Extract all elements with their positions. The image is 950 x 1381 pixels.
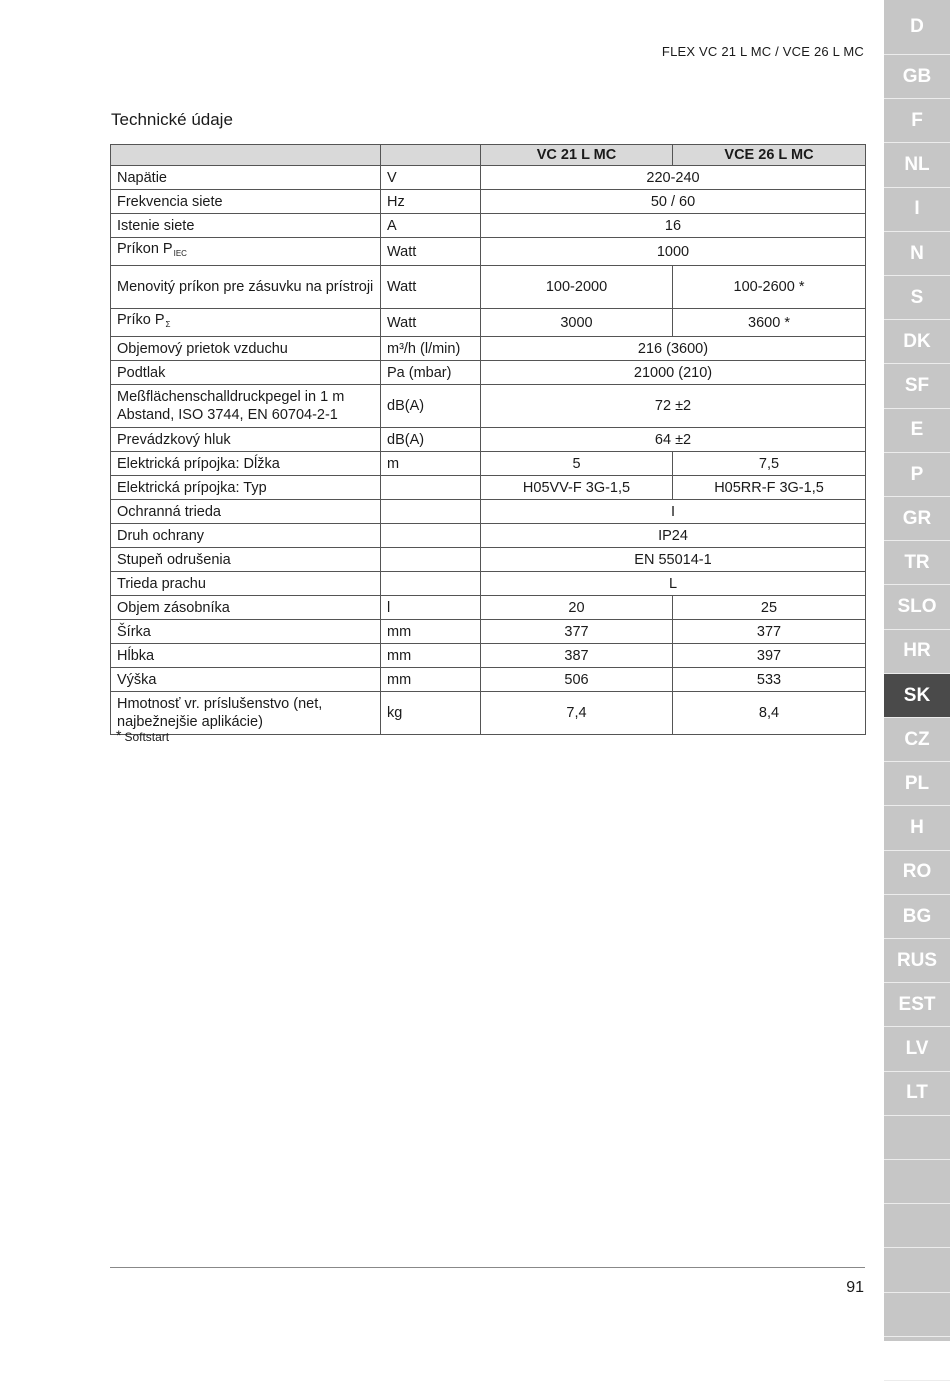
row-label [111, 214, 381, 238]
row-label [111, 309, 381, 337]
row-label [111, 476, 381, 500]
lang-tab-pl[interactable]: PL [884, 762, 950, 806]
table-row [111, 385, 866, 428]
row-label-text: Stupeň odrušenia [117, 551, 231, 568]
row-unit [381, 548, 481, 572]
lang-tab-h[interactable]: H [884, 807, 950, 851]
row-label [111, 524, 381, 548]
table-row [111, 620, 866, 644]
row-value-shared: 1000 [481, 238, 866, 266]
lang-tab-gb[interactable]: GB [884, 55, 950, 99]
row-value-shared: 216 (3600) [481, 337, 866, 361]
table-row [111, 548, 866, 572]
row-value-vce26: 3600 * [673, 309, 866, 337]
lang-tab-rus[interactable]: RUS [884, 939, 950, 983]
column-header-label [111, 145, 381, 166]
row-label [111, 500, 381, 524]
row-value-shared: 21000 (210) [481, 361, 866, 385]
language-tabs [884, 0, 950, 1341]
row-value-vce26: 25 [673, 596, 866, 620]
lang-tab-empty [884, 1160, 950, 1204]
row-label-text: Menovitý príkon pre zásuvku na prístroji [117, 279, 374, 295]
table-row [111, 596, 866, 620]
row-value-vc21: 506 [481, 668, 673, 692]
row-label-text: Istenie siete [117, 217, 195, 234]
table-row [111, 572, 866, 596]
table-row [111, 668, 866, 692]
row-label [111, 596, 381, 620]
row-unit: Watt [381, 309, 481, 337]
row-label [111, 166, 381, 190]
row-value-vc21: 387 [481, 644, 673, 668]
page-number: 91 [846, 1279, 864, 1296]
table-row [111, 500, 866, 524]
row-value-shared: 50 / 60 [481, 190, 866, 214]
row-label-text: Trieda prachu [117, 575, 206, 592]
table-row [111, 644, 866, 668]
lang-tab-i[interactable]: I [884, 188, 950, 232]
row-value-shared: IP24 [481, 524, 866, 548]
row-label [111, 361, 381, 385]
lang-tab-f[interactable]: F [884, 99, 950, 143]
row-unit: mm [381, 620, 481, 644]
row-label-text: Šírka [117, 623, 151, 640]
row-label [111, 190, 381, 214]
footnote [116, 727, 169, 744]
row-unit: Watt [381, 238, 481, 266]
table-row [111, 428, 866, 452]
row-label-text: Hmotnosť vr. príslušenstvo (net, najbežnejšie aplikácie) [117, 696, 323, 730]
footnote-star: * [116, 727, 122, 743]
column-header-vc21: VC 21 L MC [481, 145, 673, 166]
row-unit: kg [381, 692, 481, 735]
row-value-vc21: 5 [481, 452, 673, 476]
row-label-text: Podtlak [117, 364, 166, 381]
row-label [111, 572, 381, 596]
row-value-vc21: H05VV-F 3G-1,5 [481, 476, 673, 500]
table-body [111, 166, 866, 735]
table-row [111, 266, 866, 309]
row-label-subscript: Σ [165, 320, 171, 329]
row-value-vce26: 8,4 [673, 692, 866, 735]
lang-tab-p[interactable]: P [884, 453, 950, 497]
row-value-vce26: 397 [673, 644, 866, 668]
row-unit [381, 476, 481, 500]
row-value-shared: 16 [481, 214, 866, 238]
row-label-text: Elektrická prípojka: Dĺžka [117, 455, 280, 472]
lang-tab-empty [884, 1293, 950, 1337]
row-unit: m [381, 452, 481, 476]
row-label-text: Meßflächenschalldruckpegel in 1 m Abstand, ISO 3744, EN 60704-2-1 [117, 389, 345, 423]
row-unit: Pa (mbar) [381, 361, 481, 385]
table-header-row [111, 145, 866, 166]
lang-tab-cz[interactable]: CZ [884, 718, 950, 762]
row-value-vce26: 377 [673, 620, 866, 644]
row-value-vc21: 20 [481, 596, 673, 620]
table-row [111, 166, 866, 190]
lang-tab-empty [884, 1116, 950, 1160]
table-row [111, 524, 866, 548]
row-unit: m³/h (l/min) [381, 337, 481, 361]
lang-tab-lv[interactable]: LV [884, 1028, 950, 1072]
lang-tab-hr[interactable]: HR [884, 630, 950, 674]
row-value-vce26: 7,5 [673, 452, 866, 476]
footnote-text: Softstart [124, 730, 170, 744]
lang-tab-est[interactable]: EST [884, 983, 950, 1027]
row-unit: Hz [381, 190, 481, 214]
section-title: Technické údaje [111, 110, 233, 130]
row-label-text: Hĺbka [117, 647, 155, 664]
row-label [111, 548, 381, 572]
table-row [111, 214, 866, 238]
table-row [111, 476, 866, 500]
technical-data-table [110, 144, 866, 735]
row-label [111, 452, 381, 476]
row-label-text: Výška [117, 671, 157, 688]
lang-tab-nl[interactable]: NL [884, 144, 950, 188]
row-unit: dB(A) [381, 385, 481, 428]
table-row [111, 692, 866, 735]
row-label [111, 644, 381, 668]
lang-tab-d[interactable]: D [884, 0, 950, 55]
row-unit [381, 572, 481, 596]
footer-divider [110, 1267, 865, 1268]
lang-tab-s[interactable]: S [884, 276, 950, 320]
table-row [111, 309, 866, 337]
lang-tab-slo[interactable]: SLO [884, 586, 950, 630]
row-label-text: Príkon P [117, 241, 173, 257]
column-header-vce26: VCE 26 L MC [673, 145, 866, 166]
row-value-shared: EN 55014-1 [481, 548, 866, 572]
lang-tab-bg[interactable]: BG [884, 895, 950, 939]
row-label [111, 428, 381, 452]
row-label-text: Frekvencia siete [117, 193, 223, 210]
row-label-text: Elektrická prípojka: Typ [117, 479, 267, 496]
row-value-shared: I [481, 500, 866, 524]
lang-tab-empty [884, 1337, 950, 1381]
table-row [111, 361, 866, 385]
row-label-text: Príko P [117, 312, 165, 328]
row-value-vce26: H05RR-F 3G-1,5 [673, 476, 866, 500]
column-header-unit [381, 145, 481, 166]
table-row [111, 337, 866, 361]
row-unit: l [381, 596, 481, 620]
lang-tab-tr[interactable]: TR [884, 541, 950, 585]
row-label [111, 238, 381, 266]
lang-tab-gr[interactable]: GR [884, 497, 950, 541]
row-value-shared: 72 ±2 [481, 385, 866, 428]
row-label [111, 266, 381, 309]
row-unit: Watt [381, 266, 481, 309]
row-unit: V [381, 166, 481, 190]
lang-tab-empty [884, 1249, 950, 1293]
row-label-text: Prevádzkový hluk [117, 431, 231, 448]
row-label [111, 385, 381, 428]
row-label [111, 668, 381, 692]
row-label-text: Ochranná trieda [117, 503, 221, 520]
lang-tab-ro[interactable]: RO [884, 851, 950, 895]
row-label-text: Objem zásobníka [117, 599, 230, 616]
table-row [111, 452, 866, 476]
document-header-title: FLEX VC 21 L MC / VCE 26 L MC [661, 44, 864, 59]
table-row [111, 190, 866, 214]
lang-tab-dk[interactable]: DK [884, 320, 950, 364]
row-value-vc21: 7,4 [481, 692, 673, 735]
row-value-vce26: 100-2600 * [673, 266, 866, 309]
lang-tab-lt[interactable]: LT [884, 1072, 950, 1116]
row-value-vc21: 377 [481, 620, 673, 644]
row-unit [381, 524, 481, 548]
row-value-vce26: 533 [673, 668, 866, 692]
row-value-vc21: 3000 [481, 309, 673, 337]
lang-tab-n[interactable]: N [884, 232, 950, 276]
row-unit: dB(A) [381, 428, 481, 452]
row-value-shared: 220-240 [481, 166, 866, 190]
row-unit: mm [381, 668, 481, 692]
lang-tab-sf[interactable]: SF [884, 365, 950, 409]
row-label [111, 620, 381, 644]
table-row [111, 238, 866, 266]
row-label-text: Druh ochrany [117, 527, 205, 544]
row-value-shared: L [481, 572, 866, 596]
row-unit [381, 500, 481, 524]
lang-tab-e[interactable]: E [884, 409, 950, 453]
row-unit: mm [381, 644, 481, 668]
row-label [111, 337, 381, 361]
row-label-text: Objemový prietok vzduchu [117, 340, 288, 357]
row-label-text: Napätie [117, 169, 167, 186]
row-value-shared: 64 ±2 [481, 428, 866, 452]
row-label-subscript: IEC [173, 249, 187, 258]
lang-tab-empty [884, 1204, 950, 1248]
row-value-vc21: 100-2000 [481, 266, 673, 309]
lang-tab-sk[interactable]: SK [884, 674, 950, 718]
row-unit: A [381, 214, 481, 238]
